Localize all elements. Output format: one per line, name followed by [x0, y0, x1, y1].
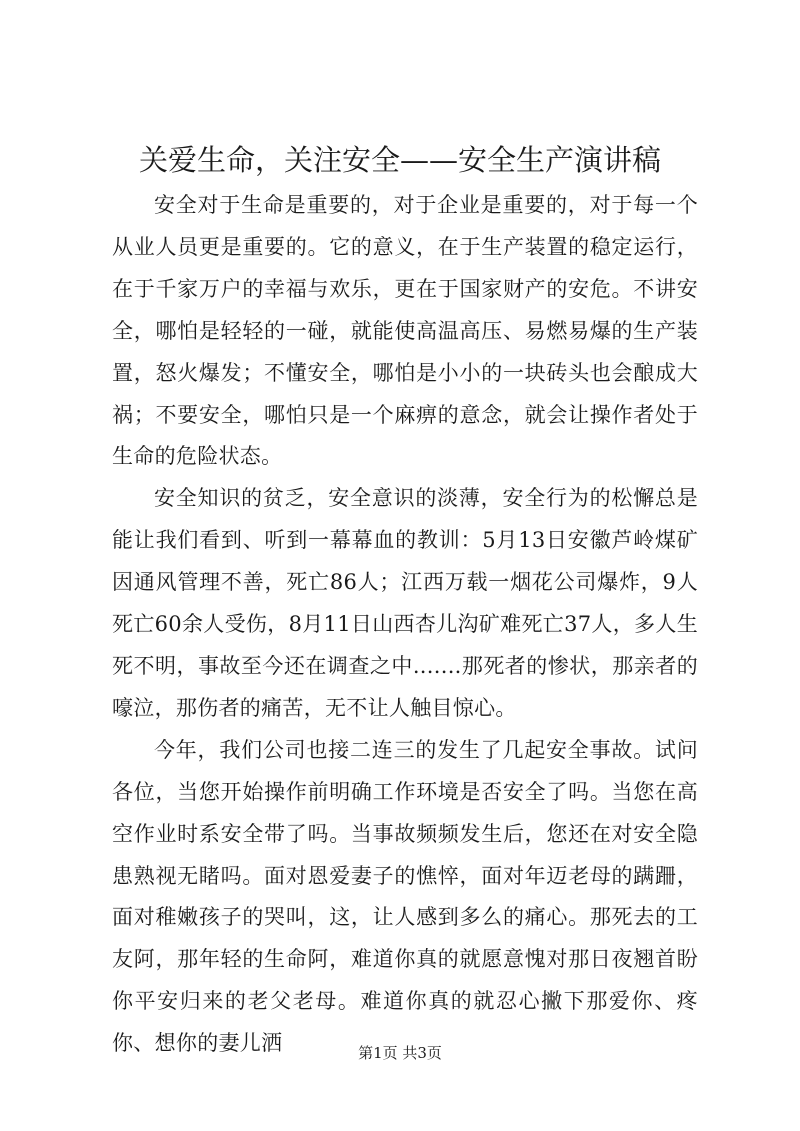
paragraph: 安全知识的贫乏，安全意识的淡薄，安全行为的松懈总是能让我们看到、听到一幕幕血的教训：5月13日安徽芦岭煤矿因通风管理不善，死亡86人；江西万载一烟花公司爆炸，9人死亡60余人受伤，8月11日山西杏儿沟矿难死亡37人，多人生死不明，事故至今还在调查之中.......那死者的惨状，那亲者的嚎泣，那伤者的痛苦，无不让人触目惊心。: [112, 486, 698, 720]
paragraph: 安全对于生命是重要的，对于企业是重要的，对于每一个从业人员更是重要的。它的意义，在于生产装置的稳定运行，在于千家万户的幸福与欢乐，更在于国家财产的安危。不讲安全，哪怕是轻轻的一碰，就能使高温高压、易燃易爆的生产装置，怒火爆发；不懂安全，哪怕是小小的一块砖头也会酿成大祸；不要安全，哪怕只是一个麻痹的意念，就会让操作者处于生命的危险状态。: [112, 193, 698, 469]
paragraph: 今年，我们公司也接二连三的发生了几起安全事故。试问各位，当您开始操作前明确工作环境是否安全了吗。当您在高空作业时系安全带了吗。当事故频频发生后，您还在对安全隐患熟视无睹吗。面对恩爱妻子的憔悴，面对年迈老母的蹒跚，面对稚嫩孩子的哭叫，这，让人感到多么的痛心。那死去的工友阿，那年轻的生命阿，难道你真的就愿意愧对那日夜翘首盼你平安归来的老父老母。难道你真的就忍心撇下那爱你、疼你、想你的妻儿洒: [112, 737, 698, 1056]
document-body: [112, 185, 698, 1065]
page-footer: 第1页 共3页: [358, 1044, 442, 1062]
document-title: 关爱生命，关注安全——安全生产演讲稿: [138, 143, 661, 177]
